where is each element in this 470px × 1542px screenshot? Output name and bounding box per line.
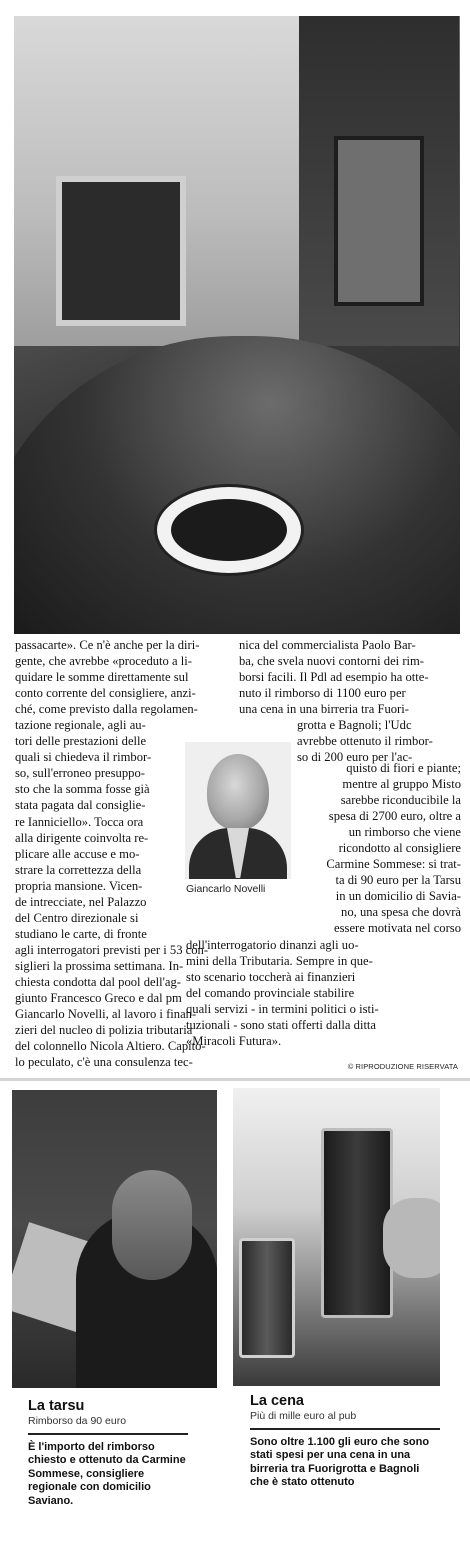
article-line: essere motivata nel corso <box>334 921 461 935</box>
article-line: ricondotto al consigliere <box>338 841 461 855</box>
photo-hair <box>112 1170 192 1280</box>
article-line: plicare alle accuse e mo- <box>15 846 140 861</box>
sidebar-body: Sono oltre 1.100 gli euro che sono stati spesi per una cena in una birreria tra Fuorigrotta e Bagnoli che è stato ottenuto <box>250 1436 430 1489</box>
article-line: tazione regionale, agli au- <box>15 718 146 733</box>
article-line: strare la correttezza della <box>15 862 142 877</box>
article-line: borsi facili. Il Pdl ad esempio ha otte- <box>239 670 429 685</box>
article-line: dell'interrogatorio dinanzi agli uo- <box>186 938 359 952</box>
copyright-notice: © RIPRODUZIONE RISERVATA <box>347 1062 458 1071</box>
photo-beer-glass-small <box>239 1238 295 1358</box>
article-line: in un domicilio di Savia- <box>335 889 461 903</box>
article-line: quidare le somme direttamente sul <box>15 670 189 685</box>
top-photo-car-finance-police <box>14 16 460 634</box>
sidebar-subtitle: Rimborso da 90 euro <box>28 1415 127 1427</box>
article-line: mentre al gruppo Misto <box>342 777 461 791</box>
article-line: stata pagata dal consiglie- <box>15 798 146 813</box>
article-column-right-bottom <box>186 937 461 1049</box>
article-line: quali si chiedeva il rimbor- <box>15 750 152 765</box>
article-line: una cena in una birreria tra Fuori- <box>239 702 409 717</box>
article-line: quisto di fiori e piante; <box>346 761 461 775</box>
article-line: nica del commercialista Paolo Bar- <box>239 638 416 652</box>
article-line: avrebbe ottenuto il rimbor- <box>297 734 433 749</box>
sidebar-title: La tarsu <box>28 1398 85 1414</box>
article-line: del comando provinciale stabilire <box>186 986 355 1001</box>
sidebar-tarsu <box>28 1398 188 1508</box>
article-line: passacarte». Ce n'è anche per la diri- <box>15 638 200 652</box>
portrait-face <box>207 754 269 830</box>
sidebar-divider <box>28 1433 188 1435</box>
article-line: gente, che avrebbe «proceduto a li- <box>15 654 192 669</box>
article-line: tori delle prestazioni delle <box>15 734 147 749</box>
article-line: giunto Francesco Greco e dal pm <box>15 991 182 1006</box>
photo-seal-center <box>171 499 287 561</box>
article-line: conto corrente del consigliere, anzi- <box>15 686 196 701</box>
article-line: del colonnello Nicola Altiero. Capito- <box>15 1039 206 1054</box>
article-line: studiano le carte, di fronte <box>15 926 147 941</box>
portrait-photo-giancarlo-novelli <box>185 742 291 879</box>
article-line: de intrecciate, nel Palazzo <box>15 894 147 909</box>
article-line: lo peculato, c'è una consulenza tec- <box>15 1055 193 1070</box>
article-line: alla dirigente coinvolta re- <box>15 830 149 845</box>
photo-beer-glasses <box>233 1088 440 1386</box>
sidebar-subtitle: Più di mille euro al pub <box>250 1410 357 1422</box>
portrait-caption: Giancarlo Novelli <box>186 883 266 895</box>
photo-car-seal-emblem <box>154 484 304 576</box>
article-line: un rimborso che viene <box>348 825 461 839</box>
sidebar-cena <box>250 1393 440 1490</box>
article-line: sarebbe riconducibile la <box>340 793 461 807</box>
article-line: ta di 90 euro per la Tarsu <box>335 873 461 887</box>
sidebar-title: La cena <box>250 1393 304 1409</box>
article-line: quali servizi - in termini politici o isti- <box>186 1002 379 1017</box>
article-line: mini della Tributaria. Sempre in que- <box>186 954 373 969</box>
photo-beer-glass <box>321 1128 393 1318</box>
article-line: chiesta condotta dal pool dell'ag- <box>15 974 181 989</box>
article-line: sto che la somma fosse già <box>15 782 150 797</box>
article-line: ba, che svela nuovi contorni dei rim- <box>239 654 425 669</box>
article-line: Carmine Sommese: si trat- <box>326 857 461 871</box>
article-line: agli interrogatori previsti per i 53 con- <box>15 942 209 957</box>
article-line: so, sull'erroneo presuppo- <box>15 766 145 781</box>
article-line: re Ianniciello». Tocca ora <box>15 814 144 829</box>
photo-building-window <box>334 136 424 306</box>
article-line: so di 200 euro per l'ac- <box>297 750 413 765</box>
article-line: del Centro direzionale si <box>15 910 139 925</box>
section-divider <box>0 1078 470 1081</box>
photo-window <box>56 176 186 326</box>
sidebar-body: È l'importo del rimborso chiesto e ottenuto da Carmine Sommese, consigliere regionale con domicilio Saviano. <box>28 1441 186 1507</box>
article-line: spesa di 2700 euro, oltre a <box>328 809 461 823</box>
article-line: «Miracoli Futura». <box>186 1034 282 1049</box>
article-line: sto scenario toccherà ai finanzieri <box>186 970 356 985</box>
photo-tarsu-people <box>12 1090 217 1388</box>
photo-hand <box>383 1198 440 1278</box>
article-line: grotta e Bagnoli; l'Udc <box>297 718 412 733</box>
article-line: no, una spesa che dovrà <box>341 905 461 919</box>
article-line: zieri del nucleo di polizia tributaria <box>15 1023 193 1038</box>
article-line: ché, come previsto dalla regolamen- <box>15 702 198 717</box>
article-line: propria mansione. Vicen- <box>15 878 143 893</box>
sidebar-divider <box>250 1428 440 1430</box>
article-line: nuto il rimborso di 1100 euro per <box>239 686 406 701</box>
article-line: siglieri la prossima settimana. In- <box>15 958 184 973</box>
article-line: tuzionali - sono stati offerti dalla ditta <box>186 1018 377 1033</box>
article-line: Giancarlo Novelli, al lavoro i finan- <box>15 1007 197 1022</box>
